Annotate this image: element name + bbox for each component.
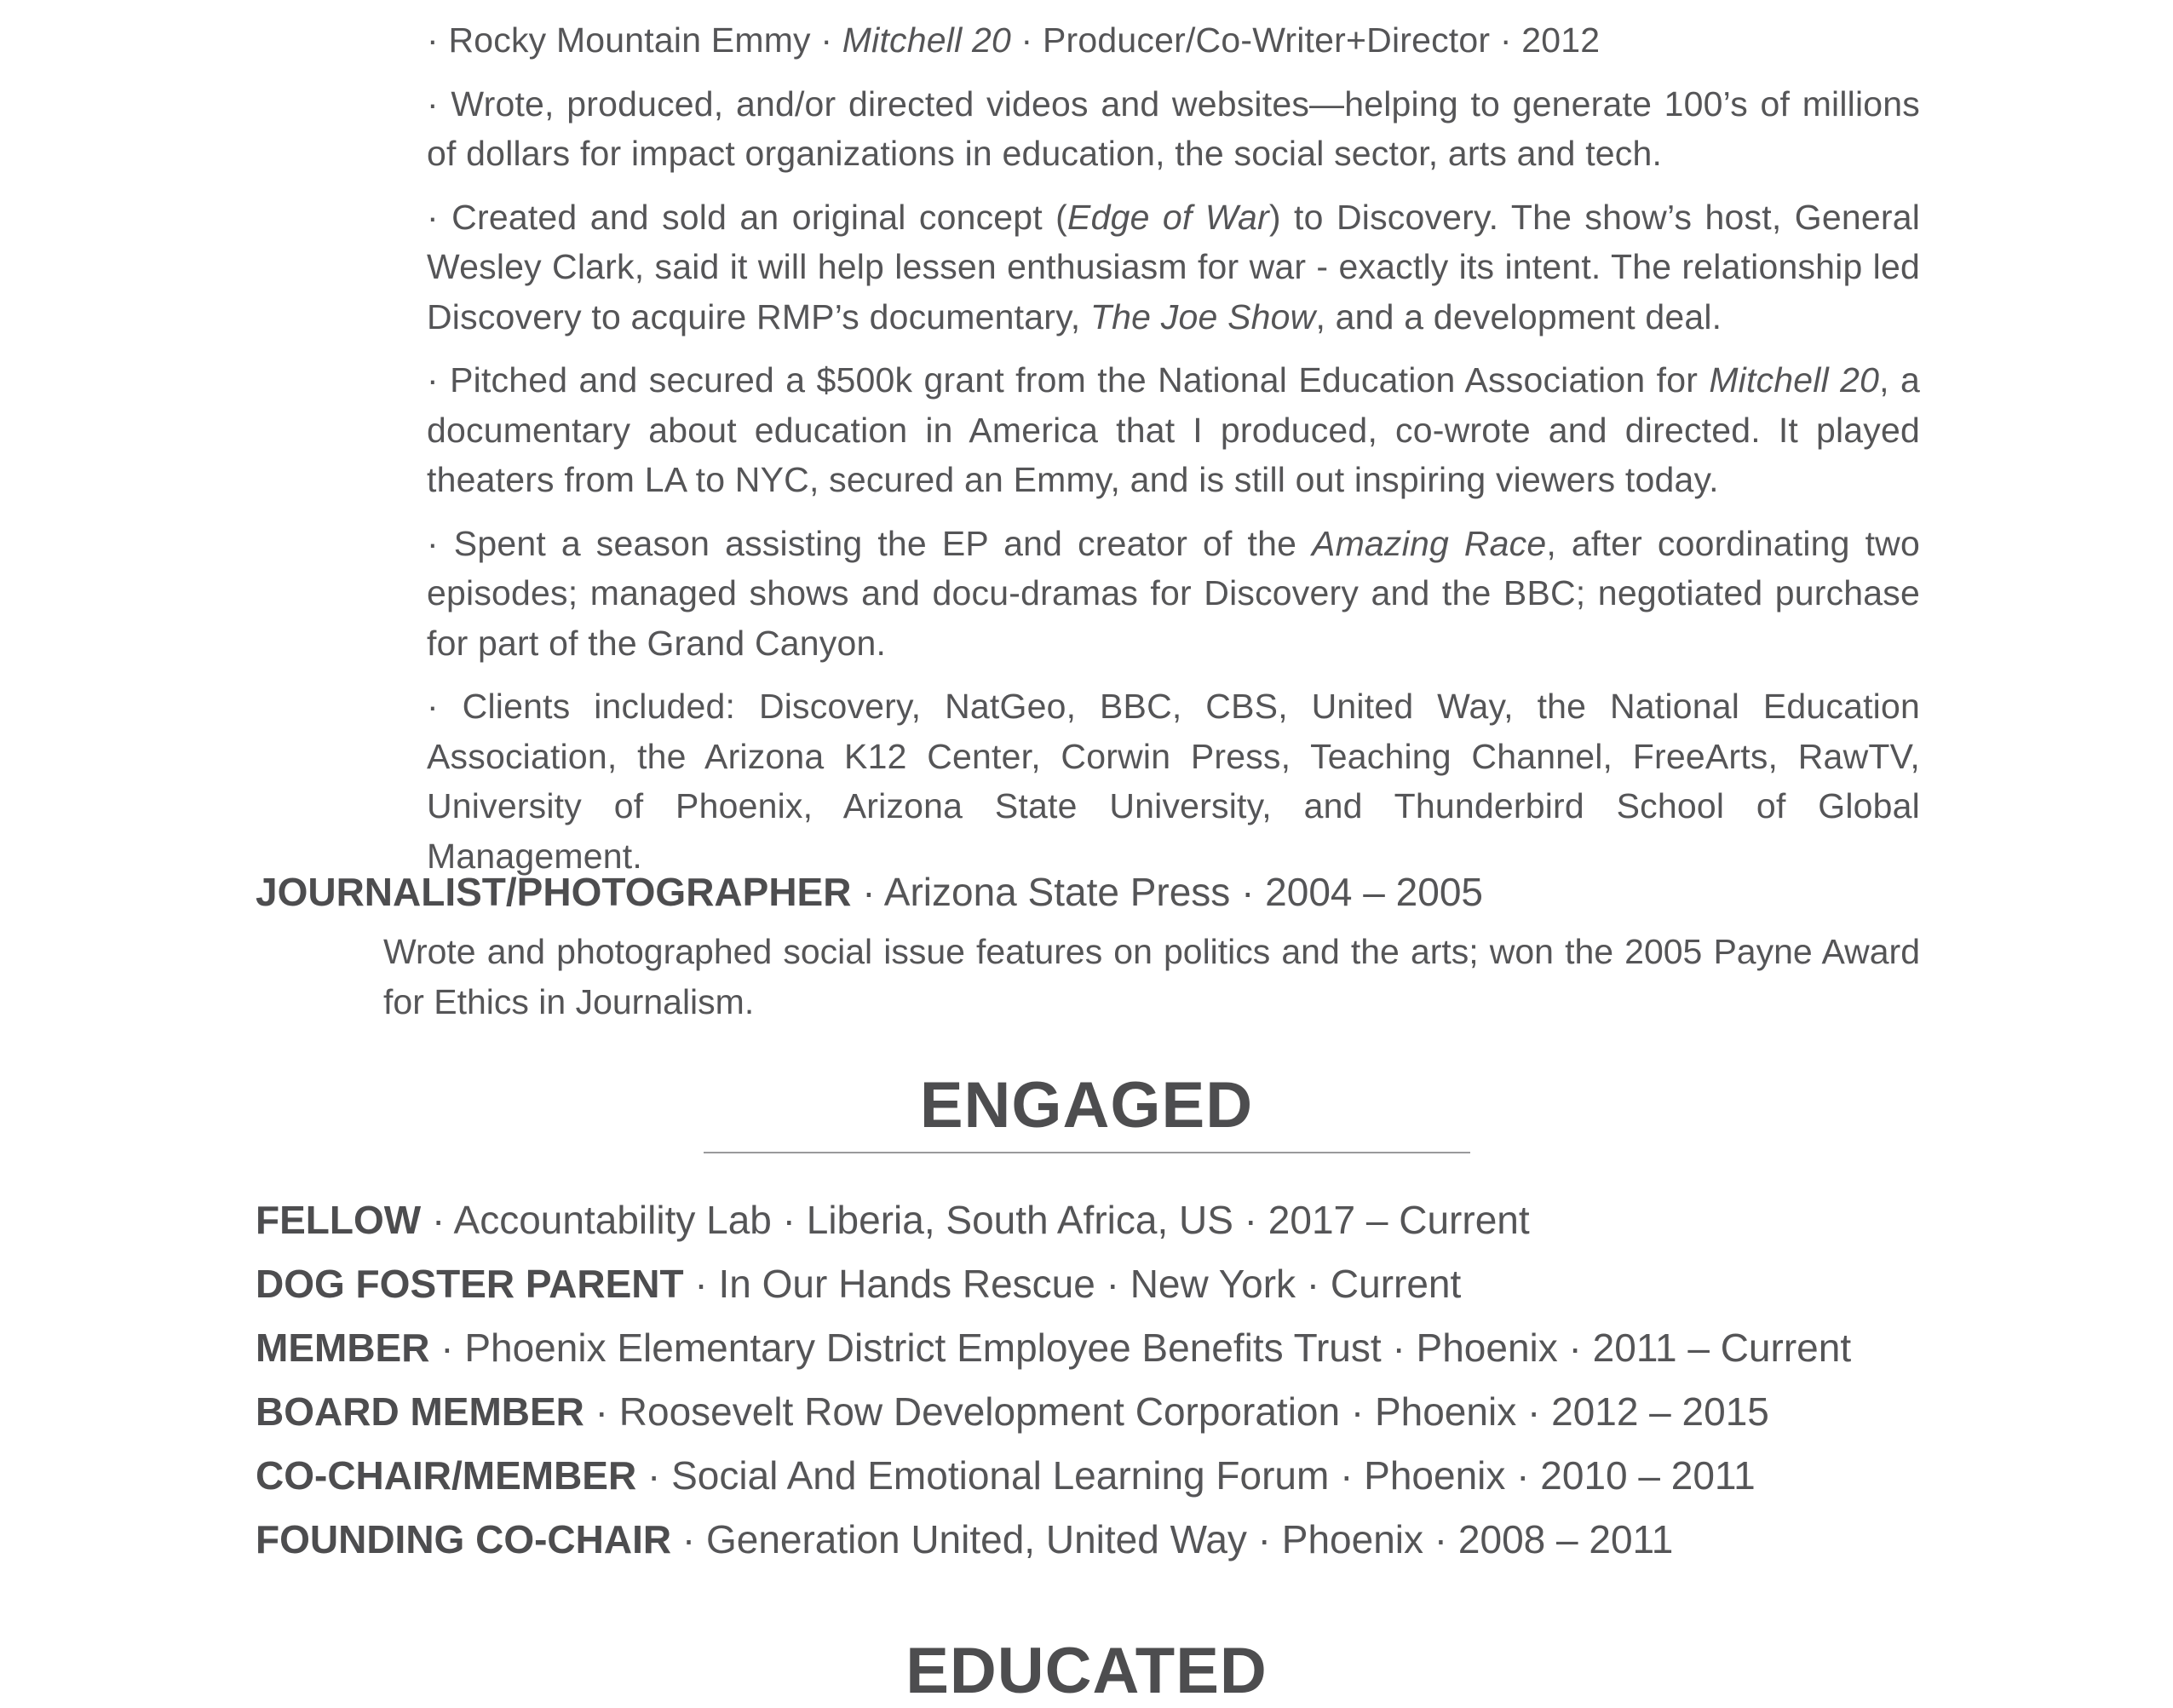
role-details: · Social And Emotional Learning Forum · Phoenix · 2010 – 2011 bbox=[636, 1453, 1756, 1498]
list-item bbox=[256, 1257, 1921, 1310]
list-item bbox=[256, 1321, 1921, 1374]
role-details: · Generation United, United Way · Phoenix · 2008 – 2011 bbox=[671, 1517, 1674, 1561]
journalist-entry bbox=[256, 866, 1921, 1027]
bullet-edge-of-war: · Created and sold an original concept (Edge of War) to Discovery. The show’s host, General Wesley Clark, said it will help lessen enthusiasm for war - exactly its intent. The relationship led Discovery to acquire RMP’s documentary, The Joe Show, and a development deal. bbox=[427, 197, 1921, 336]
section-heading-educated: EDUCATED bbox=[905, 1635, 1268, 1707]
list-item bbox=[256, 1193, 1921, 1246]
role-title: FOUNDING CO-CHAIR bbox=[256, 1517, 672, 1561]
list-item bbox=[256, 1385, 1921, 1438]
job-heading bbox=[256, 866, 1921, 918]
bullet-amazing-race: · Spent a season assisting the EP and creator of the Amazing Race, after coordinating two episodes; managed shows and docu-dramas for Discovery and the BBC; negotiated purchase for part of the Grand Canyon. bbox=[427, 523, 1920, 663]
job-title: JOURNALIST/PHOTOGRAPHER bbox=[256, 870, 852, 914]
role-title: BOARD MEMBER bbox=[256, 1389, 584, 1434]
section-divider bbox=[704, 1152, 1470, 1153]
role-title: DOG FOSTER PARENT bbox=[256, 1262, 684, 1306]
role-details: · In Our Hands Rescue · New York · Current bbox=[683, 1262, 1462, 1306]
bullet-emmy: · Rocky Mountain Emmy · Mitchell 20 · Producer/Co-Writer+Director · 2012 bbox=[427, 20, 1601, 60]
role-details: · Phoenix Elementary District Employee Benefits Trust · Phoenix · 2011 – Current bbox=[429, 1326, 1852, 1370]
role-details: · Accountability Lab · Liberia, South Africa, US · 2017 – Current bbox=[421, 1198, 1530, 1242]
bullet-clients: · Clients included: Discovery, NatGeo, BBC, CBS, United Way, the National Education Association, the Arizona K12 Center, Corwin Press, Teaching Channel, FreeArts, RawTV, University of Phoenix, Arizona State University, and Thunderbird School of Global Management. bbox=[427, 687, 1920, 876]
list-item bbox=[256, 1449, 1921, 1502]
bullet-nea-grant: · Pitched and secured a $500k grant from the National Education Association for Mitchell 20, a documentary about education in America that I produced, co-wrote and directed. It played theaters from LA to NYC, secured an Emmy, and is still out inspiring viewers today. bbox=[427, 360, 1920, 499]
job-description: Wrote and photographed social issue features on politics and the arts; won the 2005 Payne Award for Ethics in Journalism. bbox=[383, 932, 1920, 1021]
job-details: · Arizona State Press · 2004 – 2005 bbox=[851, 870, 1483, 914]
section-heading-engaged: ENGAGED bbox=[919, 1069, 1254, 1142]
list-item bbox=[256, 1513, 1921, 1566]
bullet-impact-videos: · Wrote, produced, and/or directed videos and websites—helping to generate 100’s of millions of dollars for impact organizations in education, the social sector, arts and tech. bbox=[427, 83, 1920, 173]
role-title: MEMBER bbox=[256, 1326, 430, 1370]
experience-bullets bbox=[427, 15, 1920, 894]
role-title: FELLOW bbox=[256, 1198, 422, 1242]
role-title: CO-CHAIR/MEMBER bbox=[256, 1453, 637, 1498]
role-details: · Roosevelt Row Development Corporation · Phoenix · 2012 – 2015 bbox=[583, 1389, 1769, 1434]
engaged-list bbox=[256, 1193, 1921, 1577]
